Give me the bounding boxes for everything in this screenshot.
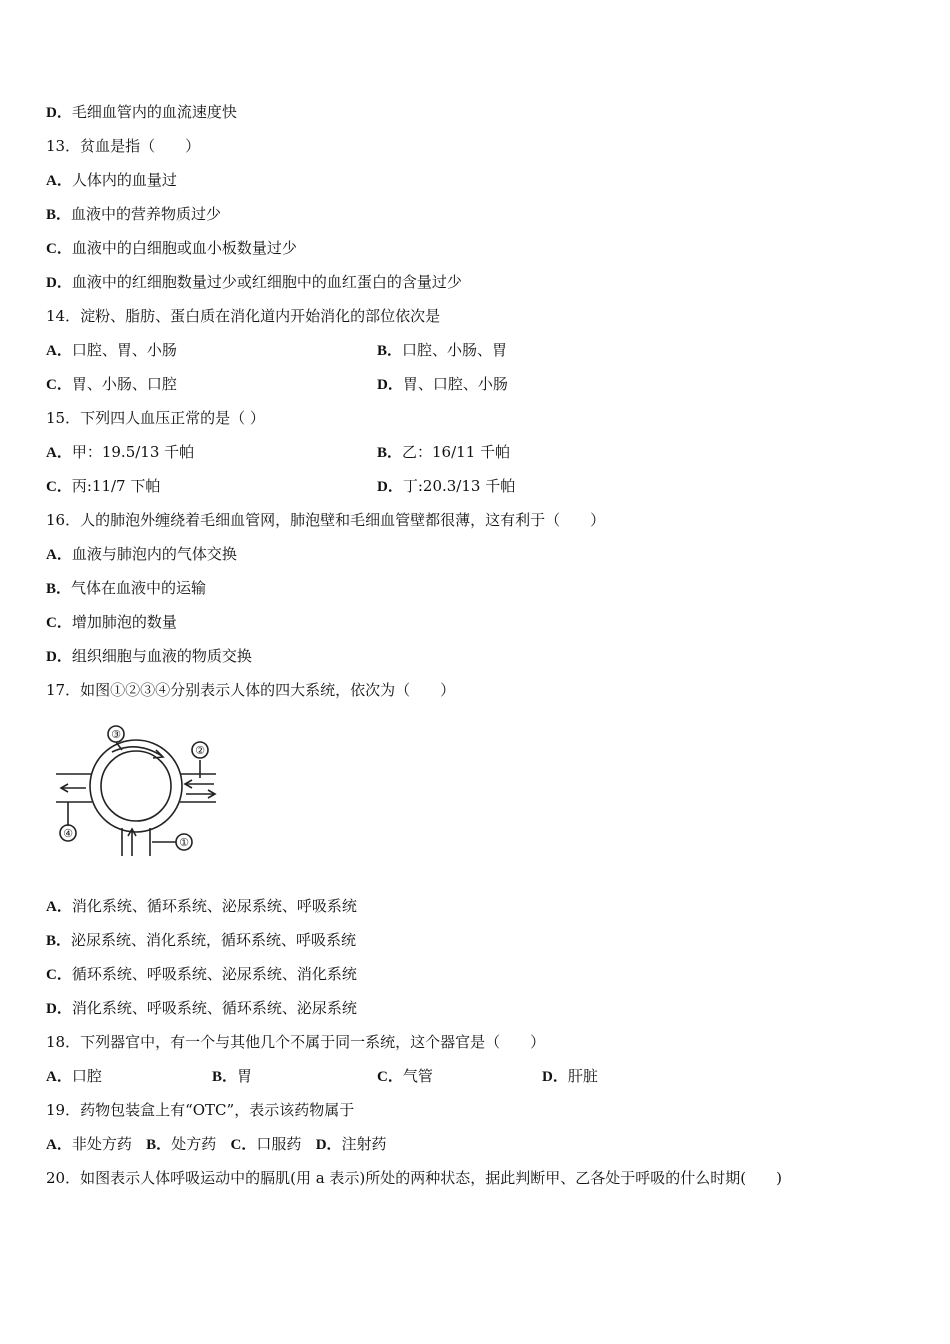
q14-option-d <box>377 374 508 395</box>
option-text: 增加肺泡的数量 <box>71 613 177 631</box>
option-label: B． <box>46 581 72 597</box>
q14-option-b <box>377 340 507 361</box>
option-label: B． <box>377 445 403 461</box>
option-text: 丁:20.3/13 千帕 <box>402 477 516 495</box>
q18-option-b <box>212 1066 252 1087</box>
option-label: A． <box>46 173 72 189</box>
option-label: C． <box>46 479 72 495</box>
option-label: B． <box>212 1069 238 1085</box>
option-text: 循环系统、呼吸系统、泌尿系统、消化系统 <box>71 965 357 983</box>
option-text: 消化系统、循环系统、泌尿系统、呼吸系统 <box>71 897 357 915</box>
q18-option-a <box>46 1066 102 1087</box>
option-label: B． <box>146 1137 172 1153</box>
q17-stem: 17．如图①②③④分别表示人体的四大系统，依次为（ ） <box>46 681 456 699</box>
option-text: 组织细胞与血液的物质交换 <box>71 647 252 665</box>
option-label: C． <box>46 377 72 393</box>
option-text: 气体在血液中的运输 <box>71 579 207 597</box>
q17-option-b <box>46 930 356 951</box>
q13-option-b <box>46 204 221 225</box>
option-label: A． <box>46 343 72 359</box>
option-text: 口腔、小肠、胃 <box>402 341 508 359</box>
q15-option-b <box>377 442 510 463</box>
option-label: D． <box>542 1069 568 1085</box>
q14-option-a <box>46 340 177 361</box>
option-text: 泌尿系统、消化系统，循环系统、呼吸系统 <box>71 931 357 949</box>
q19-stem: 19．药物包装盒上有“OTC”，表示该药物属于 <box>46 1101 355 1119</box>
q18-option-c <box>377 1066 433 1087</box>
label-4: ④ <box>63 827 73 840</box>
q13-option-d <box>46 272 462 293</box>
q17-option-a <box>46 896 357 917</box>
option-text: 人体内的血量过 <box>71 171 177 189</box>
option-label: D． <box>46 649 72 665</box>
option-label: B． <box>377 343 403 359</box>
option-text: 胃、口腔、小肠 <box>402 375 508 393</box>
option-text: 口服药 <box>256 1135 302 1153</box>
option-text: 胃 <box>237 1067 253 1085</box>
option-label: D． <box>377 377 403 393</box>
option-text: 乙：16/11 千帕 <box>402 443 511 461</box>
q19-options <box>46 1134 387 1155</box>
q14-stem: 14．淀粉、脂肪、蛋白质在消化道内开始消化的部位依次是 <box>46 307 441 325</box>
inner-ring <box>101 751 171 821</box>
option-label: A． <box>46 1069 72 1085</box>
option-text: 血液中的白细胞或血小板数量过少 <box>71 239 297 257</box>
option-text: 口腔 <box>71 1067 102 1085</box>
option-label: B． <box>46 933 72 949</box>
outer-ring <box>90 740 182 832</box>
option-text: 毛细血管内的血流速度快 <box>71 103 237 121</box>
q18-stem: 18．下列器官中，有一个与其他几个不属于同一系统，这个器官是（ ） <box>46 1033 546 1051</box>
label-3: ③ <box>111 728 121 741</box>
system-circulation-diagram <box>52 722 222 862</box>
label-1: ① <box>179 836 189 849</box>
option-text: 血液中的红细胞数量过少或红细胞中的血红蛋白的含量过少 <box>71 273 462 291</box>
label-2: ② <box>195 744 205 757</box>
option-label: C． <box>377 1069 403 1085</box>
option-label: D． <box>377 479 403 495</box>
q16-option-a <box>46 544 237 565</box>
q14-option-c <box>46 374 177 395</box>
option-text: 口腔、胃、小肠 <box>71 341 177 359</box>
q18-option-d <box>542 1066 598 1087</box>
q16-stem: 16．人的肺泡外缠绕着毛细血管网，肺泡壁和毛细血管壁都很薄，这有利于（ ） <box>46 511 606 529</box>
option-text: 肝脏 <box>567 1067 598 1085</box>
option-text: 注射药 <box>341 1135 387 1153</box>
option-label: B． <box>46 207 72 223</box>
option-label: D． <box>46 275 72 291</box>
option-text: 血液与肺泡内的气体交换 <box>71 545 237 563</box>
option-label: D． <box>46 1001 72 1017</box>
option-label: C． <box>230 1137 257 1153</box>
q13-option-a <box>46 170 177 191</box>
option-text: 处方药 <box>171 1135 217 1153</box>
option-text: 甲：19.5/13 千帕 <box>71 443 195 461</box>
q20-stem: 20．如图表示人体呼吸运动中的膈肌(用 a 表示)所处的两种状态，据此判断甲、乙各处于呼吸的什么时期( ) <box>46 1169 782 1187</box>
q15-option-c <box>46 476 160 497</box>
option-label: D． <box>46 105 72 121</box>
q13-option-c <box>46 238 297 259</box>
option-label: C． <box>46 615 72 631</box>
q15-stem: 15．下列四人血压正常的是（ ） <box>46 409 265 427</box>
option-text: 非处方药 <box>71 1135 132 1153</box>
option-label: A． <box>46 445 72 461</box>
option-label: A． <box>46 899 72 915</box>
option-text: 胃、小肠、口腔 <box>71 375 177 393</box>
q16-option-d <box>46 646 252 667</box>
q16-option-c <box>46 612 177 633</box>
option-label: A． <box>46 547 72 563</box>
q17-option-d <box>46 998 357 1019</box>
option-label: A． <box>46 1137 72 1153</box>
option-label: C． <box>46 241 72 257</box>
option-text: 血液中的营养物质过少 <box>71 205 222 223</box>
q15-option-d <box>377 476 515 497</box>
option-text: 气管 <box>402 1067 433 1085</box>
option-label: D． <box>315 1137 342 1153</box>
q12-option-d <box>46 102 237 123</box>
option-text: 消化系统、呼吸系统、循环系统、泌尿系统 <box>71 999 357 1017</box>
q15-option-a <box>46 442 194 463</box>
q17-option-c <box>46 964 357 985</box>
option-text: 丙:11/7 下帕 <box>71 477 161 495</box>
option-label: C． <box>46 967 72 983</box>
q13-stem: 13．贫血是指（ ） <box>46 137 201 155</box>
q16-option-b <box>46 578 206 599</box>
